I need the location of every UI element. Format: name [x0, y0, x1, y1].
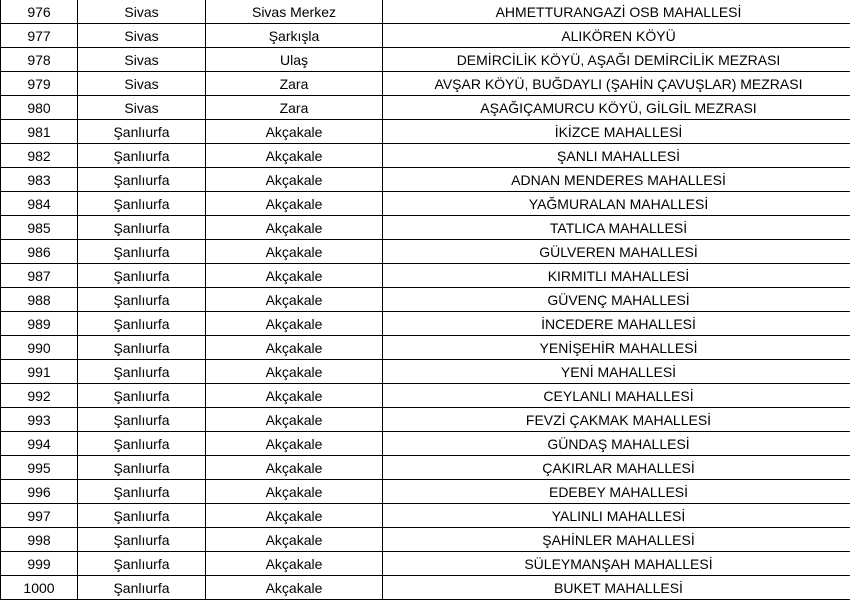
province-cell: Sivas [78, 24, 206, 48]
table-row [1, 504, 850, 528]
province-cell: Şanlıurfa [78, 336, 206, 360]
neighborhood-cell: AŞAĞIÇAMURCU KÖYÜ, GİLGİL MEZRASI [383, 96, 850, 120]
province-cell: Şanlıurfa [78, 384, 206, 408]
district-cell: Akçakale [206, 168, 383, 192]
province-cell: Şanlıurfa [78, 576, 206, 600]
district-cell: Akçakale [206, 552, 383, 576]
neighborhood-cell: YALINLI MAHALLESİ [383, 504, 850, 528]
row-number-cell: 987 [1, 264, 78, 288]
province-cell: Şanlıurfa [78, 480, 206, 504]
neighborhood-cell: KIRMITLI MAHALLESİ [383, 264, 850, 288]
table-row [1, 120, 850, 144]
district-cell: Akçakale [206, 384, 383, 408]
district-cell: Akçakale [206, 144, 383, 168]
table-row [1, 456, 850, 480]
row-number-cell: 998 [1, 528, 78, 552]
row-number-cell: 982 [1, 144, 78, 168]
neighborhood-cell: DEMİRCİLİK KÖYÜ, AŞAĞI DEMİRCİLİK MEZRASI [383, 48, 850, 72]
row-number-cell: 981 [1, 120, 78, 144]
table-row [1, 288, 850, 312]
neighborhood-cell: İNCEDERE MAHALLESİ [383, 312, 850, 336]
table-row [1, 72, 850, 96]
neighborhood-cell: CEYLANLI MAHALLESİ [383, 384, 850, 408]
district-cell: Akçakale [206, 240, 383, 264]
table-row [1, 0, 850, 24]
district-cell: Akçakale [206, 312, 383, 336]
table-body [1, 0, 850, 600]
province-cell: Şanlıurfa [78, 312, 206, 336]
district-cell: Akçakale [206, 336, 383, 360]
table-row [1, 360, 850, 384]
district-cell: Akçakale [206, 432, 383, 456]
row-number-cell: 999 [1, 552, 78, 576]
province-cell: Şanlıurfa [78, 504, 206, 528]
province-cell: Şanlıurfa [78, 456, 206, 480]
district-cell: Akçakale [206, 456, 383, 480]
table-row [1, 96, 850, 120]
province-cell: Şanlıurfa [78, 120, 206, 144]
province-cell: Şanlıurfa [78, 360, 206, 384]
row-number-cell: 989 [1, 312, 78, 336]
district-cell: Akçakale [206, 216, 383, 240]
row-number-cell: 984 [1, 192, 78, 216]
table-row [1, 48, 850, 72]
table-row [1, 576, 850, 600]
province-cell: Şanlıurfa [78, 528, 206, 552]
district-cell: Akçakale [206, 120, 383, 144]
row-number-cell: 978 [1, 48, 78, 72]
row-number-cell: 977 [1, 24, 78, 48]
province-cell: Şanlıurfa [78, 192, 206, 216]
neighborhood-cell: İKİZCE MAHALLESİ [383, 120, 850, 144]
row-number-cell: 988 [1, 288, 78, 312]
row-number-cell: 994 [1, 432, 78, 456]
row-number-cell: 995 [1, 456, 78, 480]
district-cell: Akçakale [206, 192, 383, 216]
district-cell: Zara [206, 96, 383, 120]
neighborhood-cell: SÜLEYMANŞAH MAHALLESİ [383, 552, 850, 576]
neighborhood-cell: AVŞAR KÖYÜ, BUĞDAYLI (ŞAHİN ÇAVUŞLAR) MEZRASI [383, 72, 850, 96]
table-row [1, 432, 850, 456]
neighborhood-cell: ŞAHİNLER MAHALLESİ [383, 528, 850, 552]
province-cell: Şanlıurfa [78, 264, 206, 288]
table-row [1, 192, 850, 216]
neighborhood-cell: EDEBEY MAHALLESİ [383, 480, 850, 504]
row-number-cell: 976 [1, 0, 78, 24]
province-cell: Şanlıurfa [78, 432, 206, 456]
table-row [1, 480, 850, 504]
row-number-cell: 991 [1, 360, 78, 384]
neighborhood-cell: YAĞMURALAN MAHALLESİ [383, 192, 850, 216]
row-number-cell: 990 [1, 336, 78, 360]
table-row [1, 552, 850, 576]
province-cell: Şanlıurfa [78, 552, 206, 576]
row-number-cell: 983 [1, 168, 78, 192]
row-number-cell: 979 [1, 72, 78, 96]
table-row [1, 240, 850, 264]
district-cell: Akçakale [206, 504, 383, 528]
province-cell: Şanlıurfa [78, 144, 206, 168]
neighborhood-cell: ŞANLI MAHALLESİ [383, 144, 850, 168]
neighborhood-cell: YENİŞEHİR MAHALLESİ [383, 336, 850, 360]
district-cell: Akçakale [206, 576, 383, 600]
neighborhood-cell: ALIKÖREN KÖYÜ [383, 24, 850, 48]
table-row [1, 528, 850, 552]
province-cell: Sivas [78, 96, 206, 120]
province-cell: Sivas [78, 72, 206, 96]
neighborhood-cell: AHMETTURANGAZİ OSB MAHALLESİ [383, 0, 850, 24]
table-row [1, 312, 850, 336]
district-cell: Akçakale [206, 264, 383, 288]
row-number-cell: 996 [1, 480, 78, 504]
district-cell: Şarkışla [206, 24, 383, 48]
province-cell: Şanlıurfa [78, 408, 206, 432]
district-cell: Akçakale [206, 360, 383, 384]
neighborhood-cell: FEVZİ ÇAKMAK MAHALLESİ [383, 408, 850, 432]
district-cell: Sivas Merkez [206, 0, 383, 24]
district-cell: Akçakale [206, 480, 383, 504]
neighborhood-cell: YENİ MAHALLESİ [383, 360, 850, 384]
table-row [1, 144, 850, 168]
row-number-cell: 993 [1, 408, 78, 432]
neighborhood-cell: BUKET MAHALLESİ [383, 576, 850, 600]
district-cell: Akçakale [206, 408, 383, 432]
district-cell: Akçakale [206, 288, 383, 312]
row-number-cell: 997 [1, 504, 78, 528]
province-cell: Sivas [78, 0, 206, 24]
row-number-cell: 1000 [1, 576, 78, 600]
table-row [1, 384, 850, 408]
district-cell: Akçakale [206, 528, 383, 552]
province-cell: Şanlıurfa [78, 168, 206, 192]
table-row [1, 336, 850, 360]
row-number-cell: 992 [1, 384, 78, 408]
province-cell: Sivas [78, 48, 206, 72]
neighborhood-cell: ÇAKIRLAR MAHALLESİ [383, 456, 850, 480]
neighborhood-cell: GÜNDAŞ MAHALLESİ [383, 432, 850, 456]
district-cell: Zara [206, 72, 383, 96]
row-number-cell: 980 [1, 96, 78, 120]
table-row [1, 264, 850, 288]
table-row [1, 24, 850, 48]
table-row [1, 168, 850, 192]
province-cell: Şanlıurfa [78, 240, 206, 264]
district-cell: Ulaş [206, 48, 383, 72]
neighborhood-cell: GÜLVEREN MAHALLESİ [383, 240, 850, 264]
row-number-cell: 985 [1, 216, 78, 240]
table-row [1, 408, 850, 432]
neighborhood-cell: GÜVENÇ MAHALLESİ [383, 288, 850, 312]
province-cell: Şanlıurfa [78, 216, 206, 240]
neighborhood-cell: ADNAN MENDERES MAHALLESİ [383, 168, 850, 192]
neighborhood-cell: TATLICA MAHALLESİ [383, 216, 850, 240]
province-cell: Şanlıurfa [78, 288, 206, 312]
row-number-cell: 986 [1, 240, 78, 264]
table-row [1, 216, 850, 240]
